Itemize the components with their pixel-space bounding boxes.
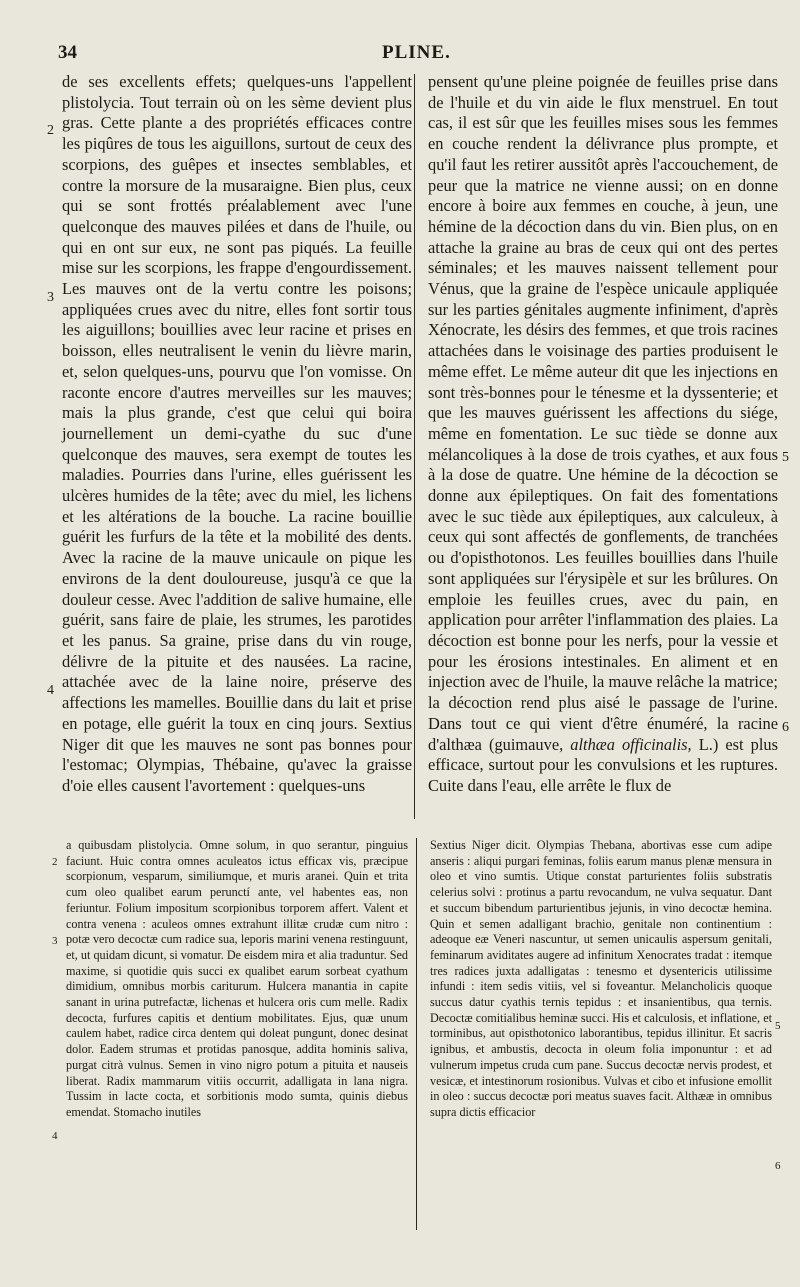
note-margin-number: 3 — [52, 935, 58, 947]
margin-number: 2 — [47, 123, 54, 138]
latin-notes-right-paragraph: Sextius Niger dicit. Olympias Thebana, abortivas esse cum adipe anseris : aliqui purgari feminas, foliis earum manus plenæ mensura in oleo et vino sumtis. Utique constat parturientes foliis substratis celerius solvi : protinus a partu revocandum, ne vulva sequatur. Dant et succum bibendum parturientibus jejunis, in vino decoctæ hemina. Quin et semen adalligant brachio, genitale non continentium : adeoque eæ Veneri nascuntur, ut semen unicaulis aspersum genitali, feminarum aviditates augere ad infinitum Xenocrates tradat : itemque tres radices juxta adalligatas : tenesmo et dysentericis utilissime infundi : item sedis vitiis, vel si foveantur. Melancholicis quoque succus datur cyathis ternis tepidus : et insanientibus, qua ternis. Decoctæ comitialibus heminæ succi. His et calculosis, et inflatione, et torminibus, aut opisthotonico laborantibus, tepidus illinitur. Et sacris ignibus, et ambustis, decocta in oleum folia imponuntur : et ad vulnerum impetus cruda cum pane. Succus decoctæ nervis prodest, et vesicæ, et intestinorum rosionibus. Vulvas et cibo et infusione emollit in oleo : succus decoctæ pori meatus suaves facit. Althææ in omnibus supra dictis efficacior — [430, 838, 772, 1119]
main-text-right-column — [428, 72, 778, 797]
margin-number: 5 — [782, 450, 789, 465]
page-number: 34 — [58, 42, 77, 63]
margin-number: 6 — [782, 720, 789, 735]
running-title: PLINE. — [382, 42, 451, 63]
page-header — [0, 42, 800, 68]
margin-number: 4 — [47, 683, 54, 698]
margin-number: 3 — [47, 290, 54, 305]
main-text-right-part-a: pensent qu'une pleine poignée de feuilles prise dans de l'huile et du vin aide le flux menstruel. En tout cas, il est sûr que les feuilles mises sous les femmes en couche rendent la délivrance plus prompte, et qu'il faut les retirer aussitôt après l'accouchement, de peur que la matrice ne vienne aussi; on en donne encore à boire aux femmes en couche, à jeun, une hémine de la décoction dans du vin. Bien plus, on en attache la graine au bras de ceux qui ont des pertes séminales; et les mauves naissent tellement pour Vénus, que la graine de l'espèce unicaule appliquée sur les parties génitales augmente infiniment, d'après Xénocrate, les désirs des femmes, et que trois racines attachées dans le voisinage des parties produisent le même effet. Le même auteur dit que les injections en sont très-bonnes pour le ténesme et la dyssenterie; et que les mauves guérissent les affections du siége, même en fomentation. Le suc tiède se donne aux mélancoliques à la dose de trois cyathes, et aux fous à la dose de quatre. Une hémine de la décoction se donne aux épileptiques. On fait des fomentations avec le suc tiède aux épileptiques, aux calculeux, à ceux qui sont affectés de gonflements, de tranchées ou d'opisthotonos. Les feuilles bouillies dans l'huile sont appliquées sur l'érysipèle et sur les brûlures. On emploie les feuilles crues, avec du pain, en application pour arrêter l'inflammation des plaies. La décoction est bonne pour les nerfs, pour la vessie et pour les érosions intestinales. En aliment et en injection avec de l'huile, la mauve relâche la matrice; la décoction rend plus aisé le passage de l'urine. Dans tout ce qui vient d'être énuméré, la racine d'althæa (guimauve, — [428, 72, 778, 754]
botanical-name: althæa officinalis, — [570, 734, 692, 754]
notes-column-divider — [416, 838, 417, 1230]
note-margin-number: 2 — [52, 856, 58, 868]
main-text-left-column — [62, 72, 412, 797]
main-text-right-part-b: L.) est plus efficace, surtout pour les convulsions et les ruptures. Cuite dans l'eau, elle arrête le flux de — [428, 734, 778, 795]
latin-notes-left-column — [66, 838, 408, 1121]
main-text-right-paragraph — [428, 72, 778, 797]
note-margin-number: 6 — [775, 1160, 781, 1172]
latin-notes-left-paragraph: a quibusdam plistolycia. Omne solum, in quo serantur, pinguius faciunt. Huic contra omnes aculeatos ictus efficax vis, præcipue scorpionum, vesparum, similiumque, et muris aranei. Quin et trita cum oleo qualibet earum perunctí ante, vel habentes eas, non feriuntur. Folium impositum scorpionibus torporem affert. Valent et contra venena : aculeos omnes extrahunt illitæ crudæ cum nitro : potæ vero decoctæ cum radice sua, leporis marini venena restinguunt, et, ut quidam dicunt, si vomatur. De eisdem mira et alia traduntur. Sed maxime, si quotidie quis succi ex qualibet earum sorbeat cyathum dimidium, omnibus morbis cariturum. Hulcera manantia in capite sanant in urina putrefactæ, lichenas et hulcera oris cum melle. Radix decocta, furfures capitis et dentium mobilitates. Ejus, quæ unum caulem habet, radice circa dentem qui doleat pungunt, donec desinat dolor. Eadem strumas et protidas panosque, addita hominis saliva, purgat citrà vulnus. Semen in vino nigro potum a pituita et nauseis liberat. Radix mammarum vitiis occurrit, adalligata in lana nigra. Tussim in lacte cocta, et sorbitionis modo sumta, quinis diebus emendat. Stomacho inutiles — [66, 838, 408, 1119]
latin-notes-right-column — [430, 838, 772, 1121]
column-divider — [414, 74, 415, 819]
note-margin-number: 5 — [775, 1020, 781, 1032]
note-margin-number: 4 — [52, 1130, 58, 1142]
main-text-left-paragraph: de ses excellents effets; quelques-uns l'appellent plistolycia. Tout terrain où on les sème devient plus gras. Cette plante a des propriétés efficaces contre les piqûres de tous les aiguillons, surtout de ceux des scorpions, des guêpes et insectes semblables, et contre la morsure de la musaraigne. Bien plus, ceux qui se sont frottés préalablement avec l'une quelconque des mauves pilées et dans de l'huile, ou qui en ont sur eux, ne sont pas piqués. La feuille mise sur les scorpions, les frappe d'engourdissement. Les mauves ont de la vertu contre les poisons; appliquées crues avec du nitre, elles font sortir tous les aiguillons; bouillies avec leur racine et prises en boisson, elles neutralisent le venin du lièvre marin, et, selon quelques-uns, pourvu que l'on vomisse. On raconte encore d'autres merveilles sur les mauves; mais la plus grande, c'est que celui qui boira journellement un demi-cyathe du suc d'une quelconque des mauves, sera exempt de toutes les maladies. Pourries dans l'urine, elles guérissent les ulcères humides de la tête; avec du miel, les lichens et les altérations de la bouche. La racine bouillie guérit les furfurs de la tête et la mobilité des dents. Avec la racine de la mauve unicaule on pique les environs de la dent douloureuse, jusqu'à ce que la douleur cesse. Avec l'addition de salive humaine, elle guérit, sans faire de plaie, les strumes, les parotides et les panus. Sa graine, prise dans du vin rouge, délivre de la pituite et des nausées. La racine, attachée avec de la laine noire, préserve des affections les mamelles. Bouillie dans du lait et prise en potage, elle guérit la toux en cinq jours. Sextius Niger dit que les mauves ne sont pas bonnes pour l'estomac; Olympias, Thébaine, qu'avec la graisse d'oie elles causent l'avortement : quelques-uns — [62, 72, 412, 795]
